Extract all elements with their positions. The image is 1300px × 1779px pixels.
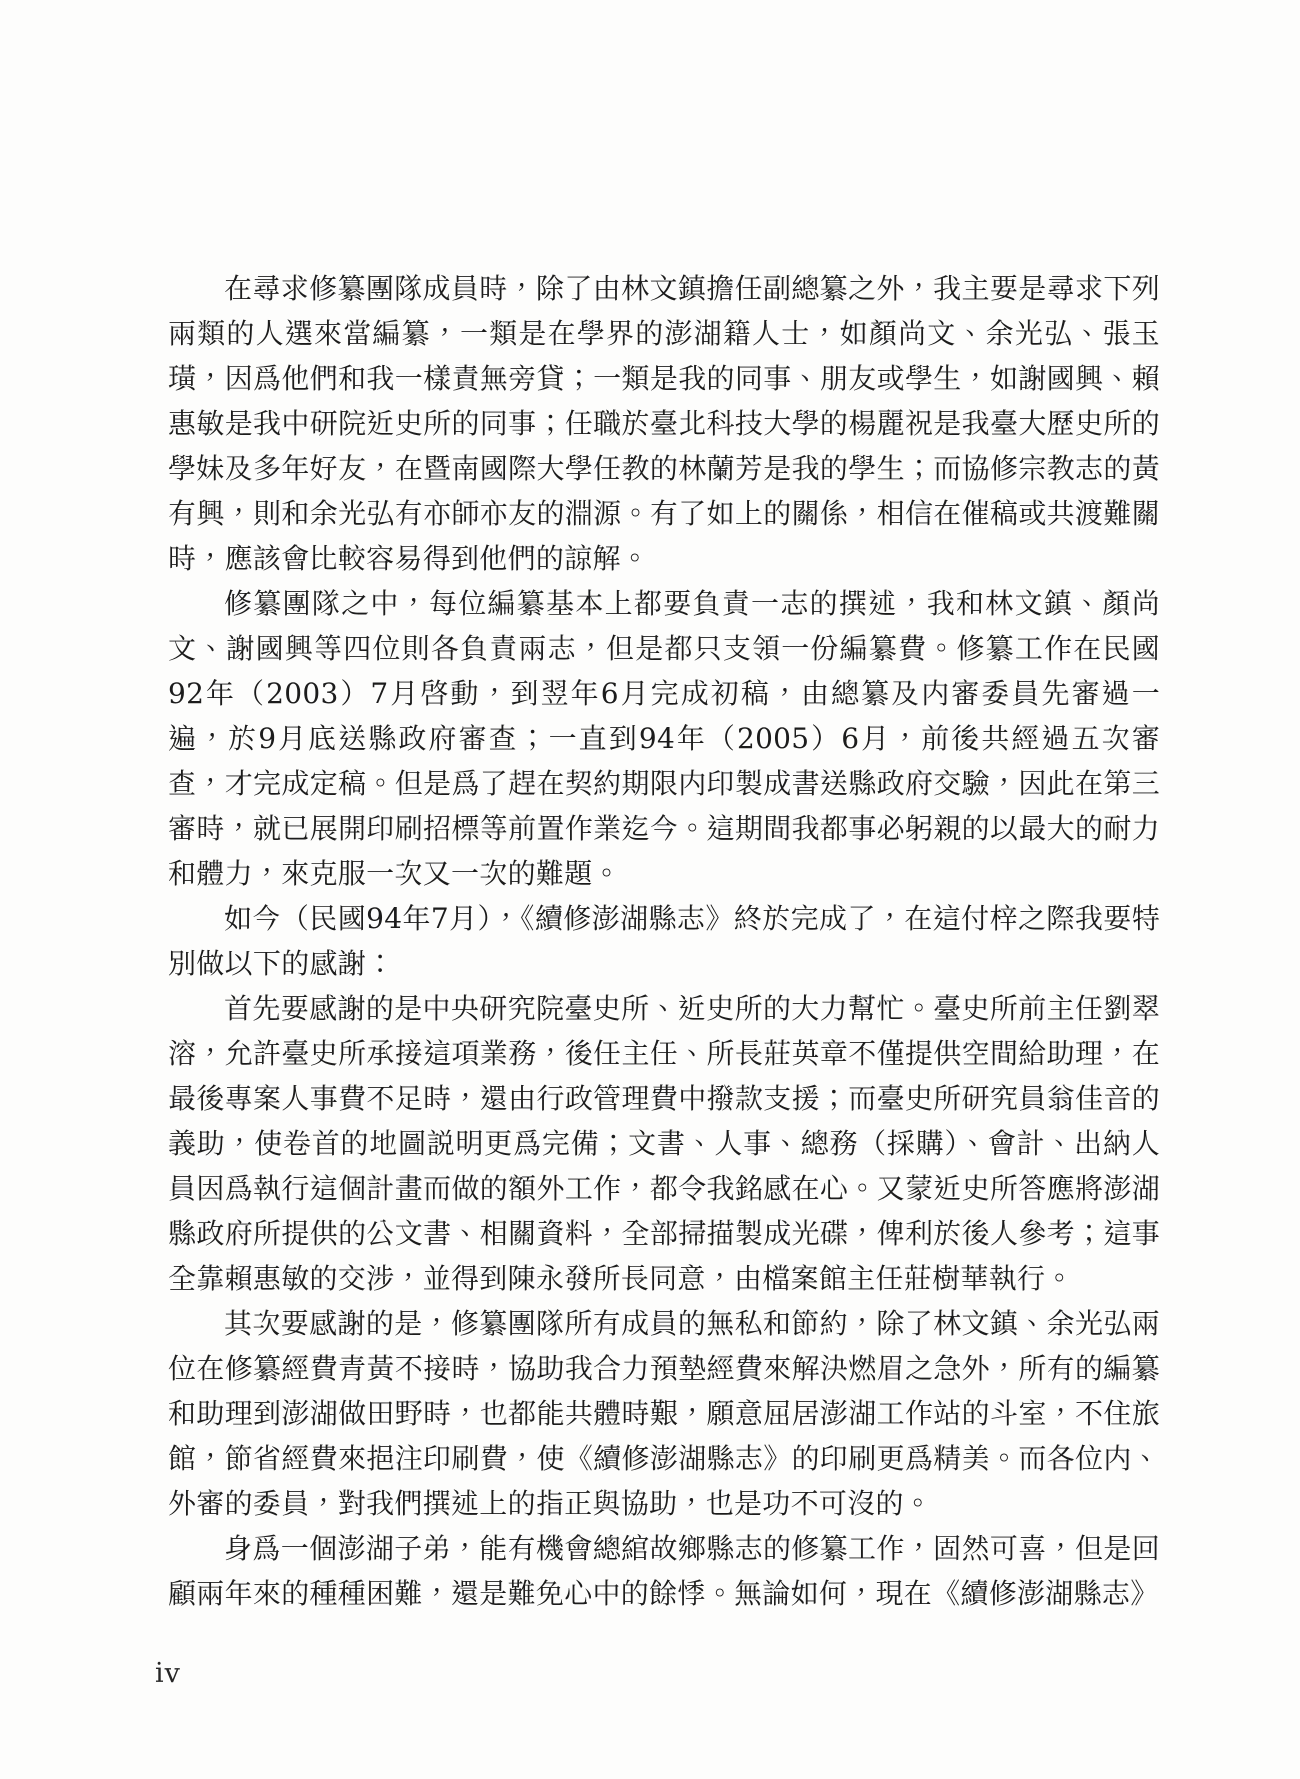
preface-paragraph-4: 首先要感謝的是中央研究院臺史所、近史所的大力幫忙。臺史所前主任劉翠溶，允許臺史所承接這項業務，後任主任、所長莊英章不僅提供空間給助理，在最後專案人事費不足時，還由行政管理費中撥款支援；而臺史所研究員翁佳音的義助，使卷首的地圖説明更爲完備；文書、人事、總務（採購）、會計、出納人員因爲執行這個計畫而做的額外工作，都令我銘感在心。又蒙近史所答應將澎湖縣政府所提供的公文書、相關資料，全部掃描製成光碟，俾利於後人參考；這事全靠賴惠敏的交涉，並得到陳永發所長同意，由檔案館主任莊樹華執行。 (168, 992, 1160, 1295)
preface-paragraph-1: 在尋求修纂團隊成員時，除了由林文鎮擔任副總纂之外，我主要是尋求下列兩類的人選來當編纂，一類是在學界的澎湖籍人士，如顏尚文、余光弘、張玉璜，因爲他們和我一樣責無旁貸；一類是我的同事、朋友或學生，如謝國興、賴惠敏是我中研院近史所的同事；任職於臺北科技大學的楊麗祝是我臺大歷史所的學妹及多年好友，在暨南國際大學任教的林蘭芳是我的學生；而協修宗教志的黃有興，則和余光弘有亦師亦友的淵源。有了如上的關係，相信在催稿或共渡難關時，應該會比較容易得到他們的諒解。 (168, 272, 1160, 575)
preface-paragraph-3: 如今（民國94年7月），《續修澎湖縣志》終於完成了，在這付梓之際我要特別做以下的感謝： (168, 902, 1160, 980)
preface-paragraph-5: 其次要感謝的是，修纂團隊所有成員的無私和節約，除了林文鎮、余光弘兩位在修纂經費青黃不接時，協助我合力預墊經費來解決燃眉之急外，所有的編纂和助理到澎湖做田野時，也都能共體時艱，願意屈居澎湖工作站的斗室，不住旅館，節省經費來挹注印刷費，使《續修澎湖縣志》的印刷更爲精美。而各位内、外審的委員，對我們撰述上的指正與協助，也是功不可沒的。 (168, 1307, 1160, 1520)
preface-paragraph-2: 修纂團隊之中，每位編纂基本上都要負責一志的撰述，我和林文鎮、顏尚文、謝國興等四位則各負責兩志，但是都只支領一份編纂費。修纂工作在民國92年（2003）7月啓動，到翌年6月完成初稿，由總纂及内審委員先審過一遍，於9月底送縣政府審查；一直到94年（2005）6月，前後共經過五次審查，才完成定稿。但是爲了趕在契約期限内印製成書送縣政府交驗，因此在第三審時，就已展開印刷招標等前置作業迄今。這期間我都事必躬親的以最大的耐力和體力，來克服一次又一次的難題。 (168, 587, 1160, 890)
preface-text-block (168, 266, 1160, 1616)
preface-paragraph-6: 身爲一個澎湖子弟，能有機會總綰故鄉縣志的修纂工作，固然可喜，但是回顧兩年來的種種困難，還是難免心中的餘悸。無論如何，現在《續修澎湖縣志》 (168, 1532, 1160, 1610)
page-number: iv (155, 1658, 181, 1689)
